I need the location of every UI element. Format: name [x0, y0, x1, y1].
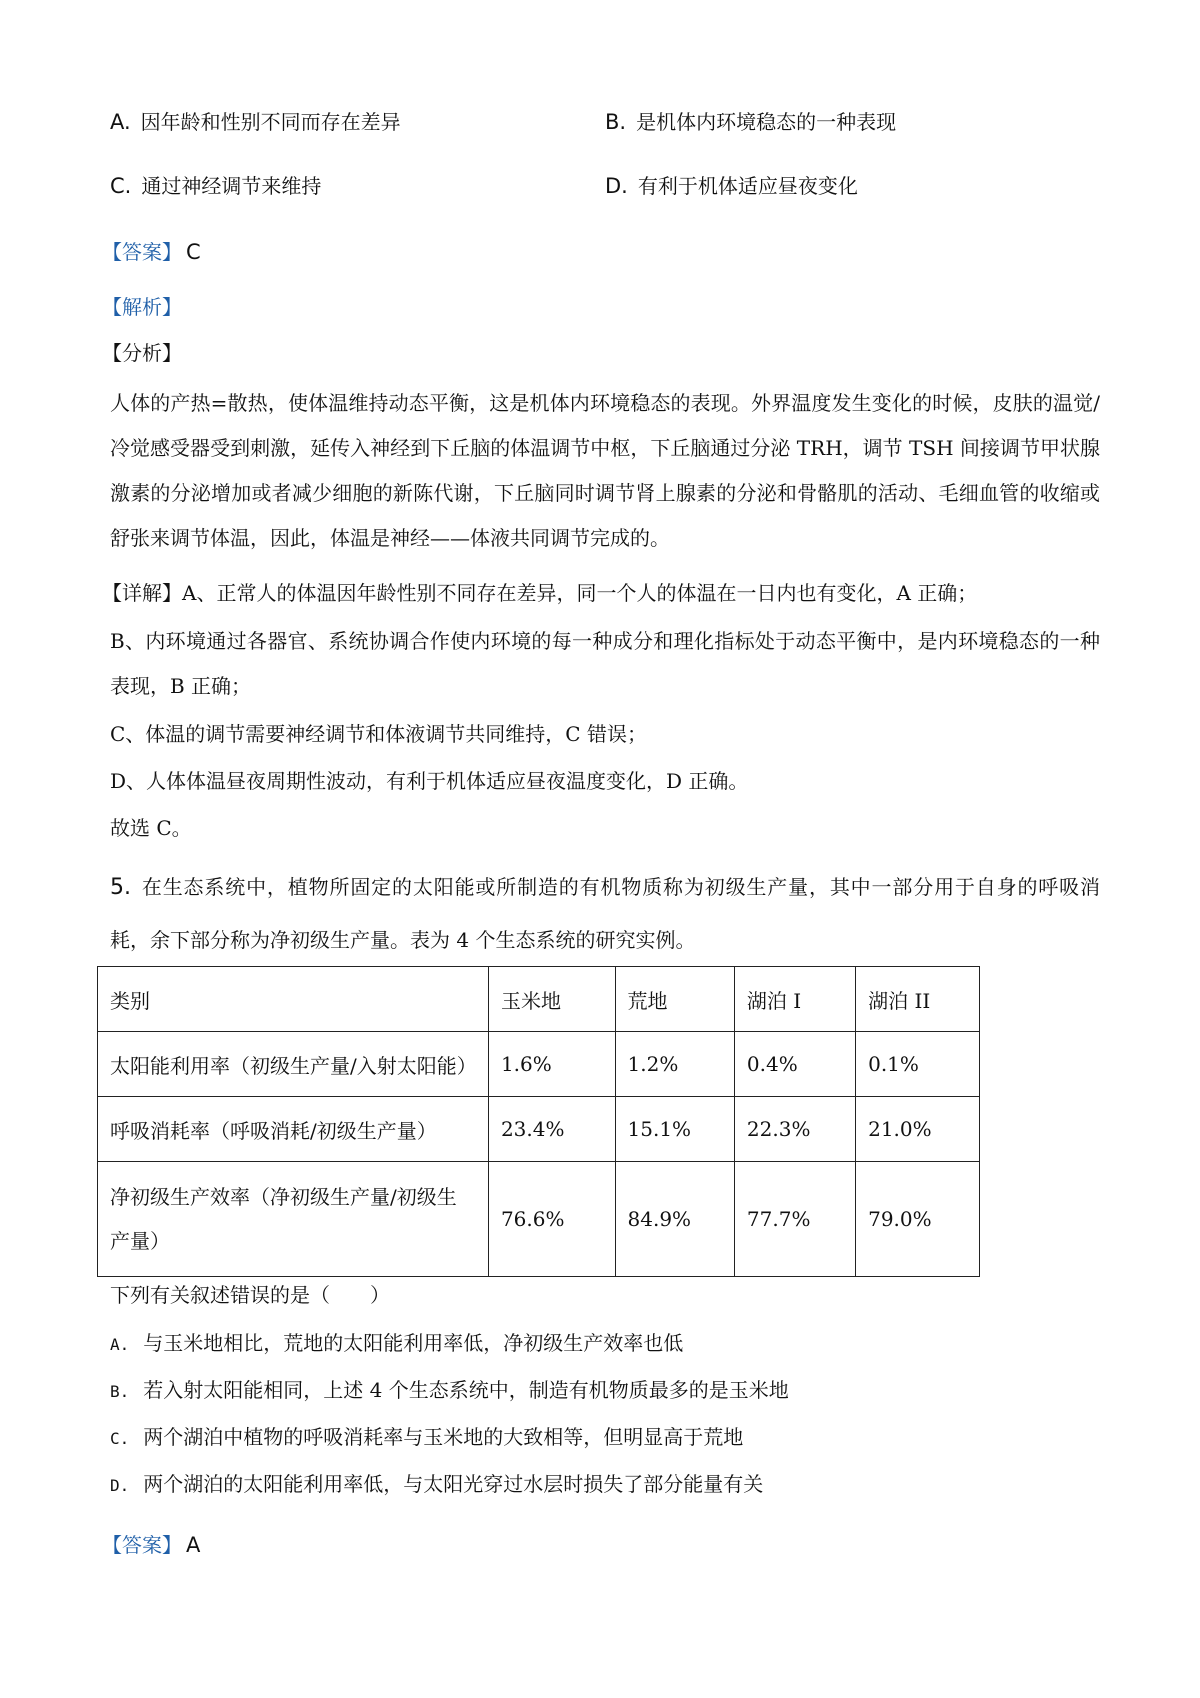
table-header-cell: 荒地 [615, 967, 734, 1032]
option-letter: C. [110, 1429, 130, 1448]
data-table [97, 966, 980, 1277]
table-cell: 0.1% [856, 1032, 980, 1097]
q5-stem [110, 861, 1100, 966]
option-letter: A. [110, 110, 131, 134]
table-cell: 1.2% [615, 1032, 734, 1097]
q4-option-d [605, 171, 858, 201]
q4-answer [102, 237, 201, 267]
q5-number: 5. [110, 875, 131, 900]
q5-option-a [110, 1328, 683, 1360]
table-cell: 76.6% [488, 1162, 615, 1277]
analysis-label: 【解析】 [102, 295, 182, 319]
q5-prompt: 下列有关叙述错误的是（ ） [110, 1283, 390, 1307]
q4-option-b [605, 107, 896, 137]
option-letter: D. [605, 174, 628, 198]
table-cell: 太阳能利用率（初级生产量/入射太阳能） [98, 1032, 489, 1097]
option-text: 因年龄和性别不同而存在差异 [140, 110, 401, 134]
table-cell: 77.7% [734, 1162, 855, 1277]
xiangjie-d: D、人体体温昼夜周期性波动，有利于机体适应昼夜温度变化，D 正确。 [110, 769, 749, 793]
table-cell: 21.0% [856, 1097, 980, 1162]
table-header-cell: 湖泊 I [734, 967, 855, 1032]
q4-option-c [110, 171, 321, 201]
option-text: 两个湖泊中植物的呼吸消耗率与玉米地的大致相等，但明显高于荒地 [143, 1425, 744, 1449]
answer-label: 【答案】 [102, 240, 182, 264]
xiangjie-label: 【详解】 [102, 581, 182, 605]
table-row [98, 1032, 980, 1097]
xiangjie-c: C、体温的调节需要神经调节和体液调节共同维持，C 错误； [110, 722, 647, 746]
fenxi-heading: 【分析】 [102, 341, 182, 365]
table-header-cell: 玉米地 [488, 967, 615, 1032]
q5-option-b [110, 1375, 789, 1407]
xiangjie-b: B、内环境通过各器官、系统协调合作使内环境的每一种成分和理化指标处于动态平衡中，是内环境稳态的一种表现，B 正确； [110, 629, 1100, 698]
xiangjie-a-text: A、正常人的体温因年龄性别不同存在差异，同一个人的体温在一日内也有变化，A 正确； [182, 581, 978, 605]
q5-option-c [110, 1422, 743, 1454]
q5-answer [102, 1530, 200, 1560]
table-cell: 1.6% [488, 1032, 615, 1097]
option-letter: A. [110, 1335, 130, 1354]
table-cell: 15.1% [615, 1097, 734, 1162]
option-text: 通过神经调节来维持 [141, 174, 322, 198]
table-cell: 23.4% [488, 1097, 615, 1162]
q4-option-a [110, 107, 401, 137]
table-header-row [98, 967, 980, 1032]
table-row [98, 1162, 980, 1277]
table-row [98, 1097, 980, 1162]
analysis-heading [102, 292, 182, 322]
option-text: 与玉米地相比，荒地的太阳能利用率低，净初级生产效率也低 [143, 1331, 684, 1355]
q5-option-d [110, 1469, 763, 1501]
table-cell: 84.9% [615, 1162, 734, 1277]
table-cell: 呼吸消耗率（呼吸消耗/初级生产量） [98, 1097, 489, 1162]
option-letter: D. [110, 1476, 130, 1495]
table-cell: 0.4% [734, 1032, 855, 1097]
table-header-cell: 湖泊 II [856, 967, 980, 1032]
xiangjie-a [102, 571, 1100, 616]
option-letter: B. [605, 110, 627, 134]
option-text: 是机体内环境稳态的一种表现 [636, 110, 897, 134]
conclusion: 故选 C。 [110, 816, 192, 840]
table-header-cell: 类别 [98, 967, 489, 1032]
option-letter: C. [110, 174, 132, 198]
option-letter: B. [110, 1382, 130, 1401]
option-text: 若入射太阳能相同，上述 4 个生态系统中，制造有机物质最多的是玉米地 [143, 1378, 789, 1402]
table-cell: 净初级生产效率（净初级生产量/初级生产量） [98, 1162, 489, 1277]
table-cell: 79.0% [856, 1162, 980, 1277]
answer-label: 【答案】 [102, 1533, 182, 1557]
answer-value: C [186, 240, 201, 264]
fenxi-paragraph: 人体的产热=散热，使体温维持动态平衡，这是机体内环境稳态的表现。外界温度发生变化的时候，皮肤的温觉/冷觉感受器受到刺激，延传入神经到下丘脑的体温调节中枢，下丘脑通过分泌 TRH，调节 TSH 间接调节甲状腺激素的分泌增加或者减少细胞的新陈代谢，下丘脑同时调节肾上腺素的分泌和骨骼肌的活动、毛细血管的收缩或舒张来调节体温，因此，体温是神经——体液共同调节完成的。 [110, 391, 1100, 550]
option-text: 两个湖泊的太阳能利用率低，与太阳光穿过水层时损失了部分能量有关 [143, 1472, 764, 1496]
option-text: 有利于机体适应昼夜变化 [637, 174, 858, 198]
table-cell: 22.3% [734, 1097, 855, 1162]
q5-stem-text: 在生态系统中，植物所固定的太阳能或所制造的有机物质称为初级生产量，其中一部分用于自身的呼吸消耗，余下部分称为净初级生产量。表为 4 个生态系统的研究实例。 [110, 875, 1100, 952]
answer-value: A [186, 1533, 201, 1557]
